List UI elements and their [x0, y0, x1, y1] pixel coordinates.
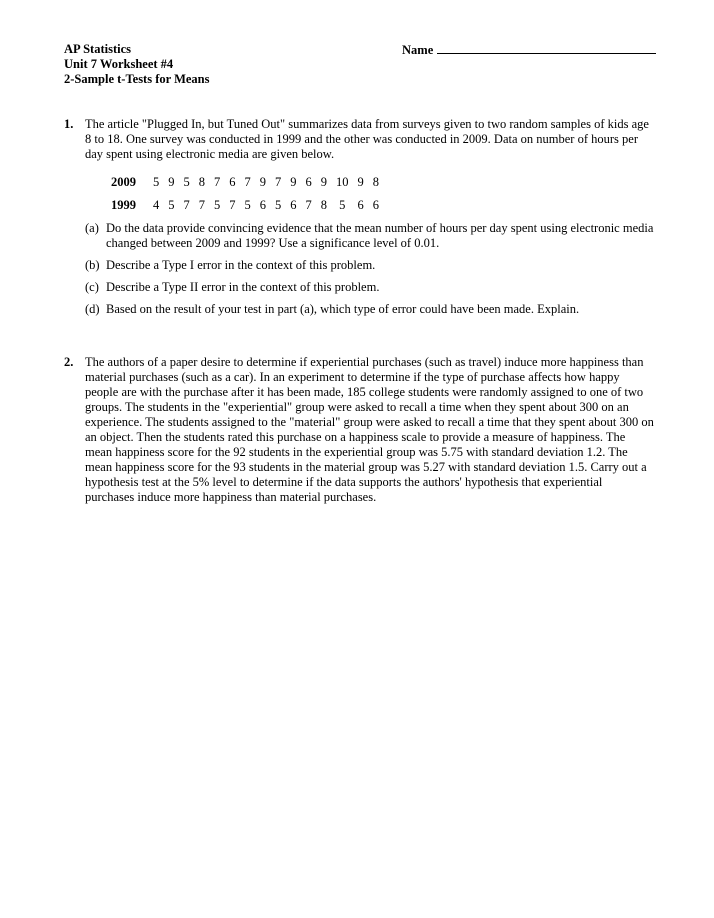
- data-cell: 7: [305, 198, 312, 212]
- name-field: [402, 42, 656, 58]
- problem-1: [64, 117, 654, 324]
- data-cell: 8: [320, 198, 327, 212]
- data-cell: 10: [336, 175, 349, 189]
- year-label: 1999: [111, 198, 136, 212]
- data-cell: 5: [153, 175, 160, 189]
- worksheet-title: Unit 7 Worksheet #4: [64, 57, 174, 71]
- part-label: (d): [85, 302, 100, 316]
- data-cell: 6: [372, 198, 379, 212]
- part-text: Describe a Type I error in the context of this problem.: [106, 258, 376, 272]
- data-cell: 9: [168, 175, 175, 189]
- data-cell: 9: [259, 175, 266, 189]
- data-cell: 6: [305, 175, 312, 189]
- data-cell: 5: [275, 198, 282, 212]
- part-b: [85, 258, 654, 273]
- data-cell: 5: [168, 198, 175, 212]
- data-cell: 7: [183, 198, 190, 212]
- data-cell: 8: [372, 175, 379, 189]
- problem-text: The authors of a paper desire to determine if experiential purchases (such as travel) induce more happiness than material purchases (such as a car). In an experiment to determine if the type of purchase affects how happy people are with the purchase after it has been made, 185 college students were randomly assigned to one of two groups. The students in the "experiential" group were asked to recall a time when they spent about 300 on an experience. The students assigned to the "material" group were asked to recall a time that they spent about 300 on an object. Then the students rated this purchase on a happiness scale to provide a measure of happiness. The mean happiness score for the 92 students in the experiential group was 5.75 with standard deviation 1.2. The mean happiness score for the 93 students in the material group was 5.27 with standard deviation 1.5. Carry out a hypothesis test at the 5% level to determine if the data supports the authors' hypothesis that experiential purchases induce more happiness than material purchases.: [85, 355, 654, 504]
- data-cell: 7: [244, 175, 251, 189]
- data-cell: 5: [183, 175, 190, 189]
- data-cell: 8: [198, 175, 205, 189]
- data-row-1999: [111, 194, 388, 217]
- data-cell: 7: [214, 175, 221, 189]
- part-text: Do the data provide convincing evidence that the mean number of hours per day spent using electronic media changed between 2009 and 1999? Use a significance level of 0.01.: [106, 221, 654, 250]
- part-label: (c): [85, 280, 99, 294]
- data-cell: 6: [357, 198, 364, 212]
- problem-number: 2.: [64, 355, 74, 369]
- data-row-2009: [111, 171, 388, 194]
- part-text: Describe a Type II error in the context of this problem.: [106, 280, 380, 294]
- data-cell: 7: [198, 198, 205, 212]
- data-cell: 6: [229, 175, 236, 189]
- data-table: [111, 171, 388, 217]
- problem-text: The article "Plugged In, but Tuned Out" summarizes data from surveys given to two random samples of kids age 8 to 18. One survey was conducted in 1999 and the other was conducted in 2009. Data on number of hours per day spent using electronic media are given below.: [85, 117, 649, 161]
- topic-title: 2-Sample t-Tests for Means: [64, 72, 210, 86]
- part-c: [85, 280, 654, 295]
- data-cell: 5: [214, 198, 221, 212]
- name-label: Name: [402, 43, 434, 57]
- part-label: (a): [85, 221, 99, 235]
- header-left: [64, 42, 209, 87]
- part-d: [85, 302, 654, 317]
- course-title: AP Statistics: [64, 42, 132, 56]
- data-cell: 6: [290, 198, 297, 212]
- problem-1-parts: [85, 221, 654, 317]
- part-label: (b): [85, 258, 100, 272]
- data-cell: 7: [275, 175, 282, 189]
- data-cell: 4: [153, 198, 160, 212]
- data-cell: 9: [357, 175, 364, 189]
- year-label: 2009: [111, 175, 136, 189]
- part-a: [85, 221, 654, 251]
- part-text: Based on the result of your test in part (a), which type of error could have been made. Explain.: [106, 302, 580, 316]
- data-cell: 7: [229, 198, 236, 212]
- name-blank-line: [437, 42, 656, 54]
- problem-number: 1.: [64, 117, 74, 131]
- data-cell: 5: [244, 198, 251, 212]
- data-cell: 5: [339, 198, 346, 212]
- data-cell: 9: [320, 175, 327, 189]
- data-cell: 6: [259, 198, 266, 212]
- data-cell: 9: [290, 175, 297, 189]
- problem-2: [64, 355, 654, 505]
